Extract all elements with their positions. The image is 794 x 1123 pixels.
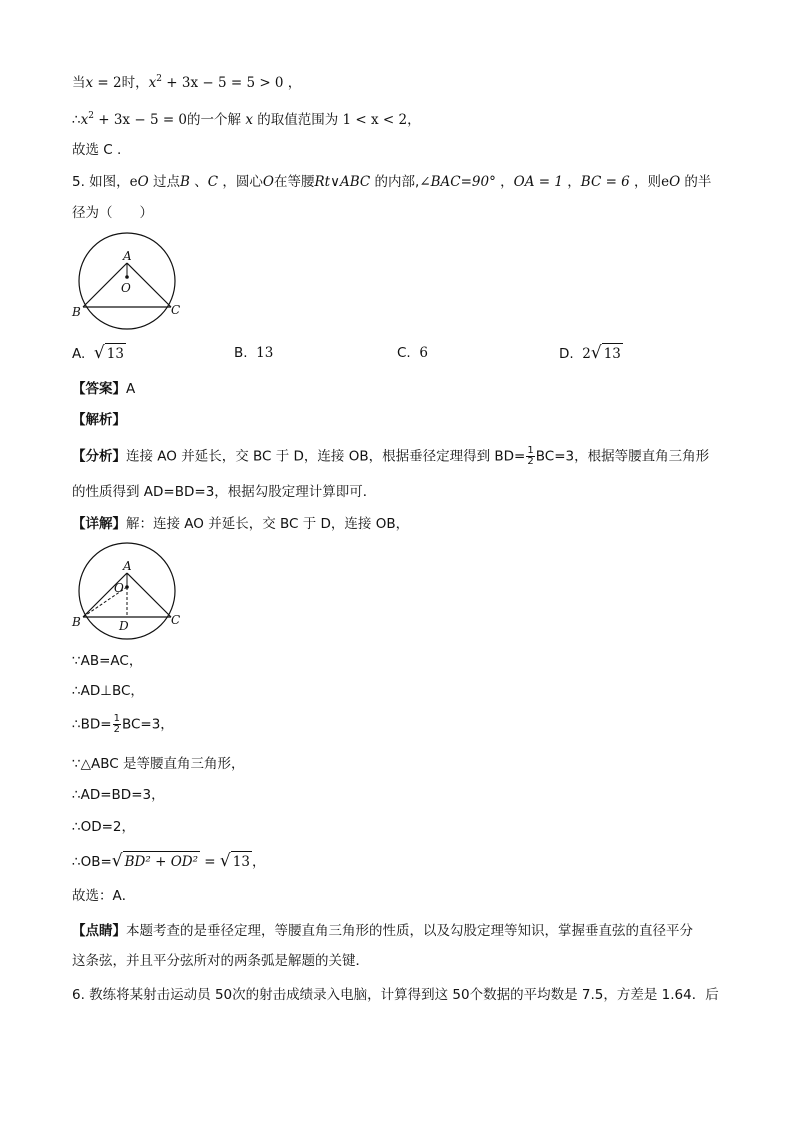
fenxi-tag: 【分析】: [72, 448, 126, 465]
line-when-x-2: [72, 73, 301, 93]
analysis-tag: 【解析】: [72, 412, 126, 428]
step-4: ∵△ABC 是等腰直角三角形，: [72, 756, 245, 772]
answer-tag: 【答案】: [72, 381, 126, 397]
label-c: C: [171, 303, 181, 317]
figure-circle-triangle: [70, 230, 186, 334]
text: 连接 AO 并延长，交 BC 于 D，连接 OB，根据垂径定理得到 BD=: [126, 448, 526, 465]
label-d: D: [119, 619, 129, 633]
point-o: [125, 275, 129, 279]
step-5: ∴AD=BD=3，: [72, 787, 165, 803]
dianjing-line1: [72, 921, 693, 941]
segment-ac: [127, 573, 171, 617]
text: 的一个解: [187, 112, 246, 128]
line-solution-range: [72, 110, 421, 130]
label-a: A: [123, 559, 132, 573]
option-c[interactable]: [397, 343, 428, 363]
step-6: ∴OD=2，: [72, 819, 136, 835]
text: BC=3，: [121, 716, 174, 733]
step-8: 故选：A．: [72, 888, 136, 904]
option-label: D.: [559, 346, 574, 362]
fenxi-line1: [72, 446, 709, 467]
var: B: [180, 174, 190, 190]
exponent: 2: [156, 74, 162, 84]
text: + 3x − 5 = 5 > 0 ，: [161, 75, 302, 91]
segment-ac: [127, 263, 171, 307]
step-3: [72, 714, 174, 735]
oa-value: OA = 1: [513, 174, 563, 190]
var: ABC: [339, 174, 371, 190]
var: O: [262, 174, 274, 190]
point-o: [125, 585, 129, 589]
text: + 3x − 5 = 0: [93, 112, 188, 128]
text: 的半: [680, 174, 712, 190]
xiangjie-line: [72, 514, 409, 534]
label-c: C: [171, 613, 181, 627]
option-a[interactable]: [72, 343, 126, 364]
option-b[interactable]: [234, 343, 273, 363]
text: ，: [407, 112, 421, 128]
text: 的取值范围为: [252, 112, 343, 128]
text: ，: [562, 174, 581, 190]
text: = 2时，: [93, 75, 149, 91]
option-value: 13: [105, 343, 126, 364]
segment-ab: [83, 573, 127, 617]
label-b: B: [72, 615, 81, 629]
range: 1 < x < 2: [342, 112, 408, 128]
text: ，圆心: [218, 174, 263, 190]
fraction: $\frac{1}{2}$: [113, 713, 120, 735]
option-label: A.: [72, 346, 86, 362]
text: 解：连接 AO 并延长，交 BC 于 D，连接 OB，: [126, 516, 410, 532]
therefore-symbol: ∴: [72, 112, 81, 128]
question-6-stem: 6. 教练将某射击运动员 50次的射击成绩录入电脑，计算得到这 50个数据的平均数是 7.5，方差是 1.64．后: [72, 987, 719, 1003]
circle-symbol: e: [129, 174, 138, 190]
var: C: [207, 174, 219, 190]
option-label: B.: [234, 345, 248, 361]
var-x: x: [148, 75, 157, 91]
triangle-symbol: ∨: [330, 174, 340, 190]
sqrt-icon: √: [93, 343, 105, 363]
sqrt-icon: √: [219, 851, 231, 871]
dianjing-line2: 这条弦，并且平分弦所对的两条弧是解题的关键．: [72, 953, 369, 969]
answer-line: [72, 379, 135, 399]
text: 当: [72, 75, 86, 91]
var: O: [669, 174, 681, 190]
text: BC=3，根据等腰直角三角形: [535, 448, 710, 465]
var-x: x: [245, 112, 253, 128]
option-value: 6: [419, 345, 428, 361]
var-x: x: [80, 112, 89, 128]
option-d[interactable]: [559, 343, 623, 364]
label-b: B: [72, 305, 81, 319]
label-o: O: [121, 281, 131, 295]
text: ，则: [629, 174, 662, 190]
option-value: 13: [256, 345, 274, 361]
text: ，: [495, 174, 514, 190]
radicand: BD² + OD²: [123, 851, 200, 872]
label-o: O: [114, 581, 124, 595]
exponent: 2: [88, 111, 94, 121]
text: =: [200, 854, 220, 870]
text: ，: [251, 854, 266, 870]
text: ∴OB=: [72, 854, 112, 870]
xiangjie-tag: 【详解】: [72, 516, 126, 532]
angle: ∠BAC=90°: [419, 174, 496, 190]
option-value: 13: [602, 343, 623, 364]
fenxi-line2: 的性质得到 AD=BD=3，根据勾股定理计算即可．: [72, 484, 377, 500]
option-coef: 2: [582, 346, 591, 362]
text: 5. 如图，: [72, 174, 130, 190]
label-a: A: [123, 249, 132, 263]
step-7: [72, 851, 265, 872]
sqrt-icon: √: [590, 343, 602, 363]
figure-circle-triangle-detail: [70, 540, 186, 644]
answer-value: A: [126, 381, 136, 397]
text: 在等腰: [273, 174, 315, 190]
step-1: ∵AB=AC，: [72, 653, 143, 669]
dianjing-tag: 【点睛】: [72, 923, 126, 939]
question-5-stem-line2: 径为（ ）: [72, 205, 153, 221]
var-x: x: [85, 75, 94, 91]
result: 13: [231, 851, 252, 872]
text: 的内部,: [370, 174, 420, 190]
option-label: C.: [397, 345, 411, 361]
var: Rt: [314, 174, 331, 190]
bc-value: BC = 6: [580, 174, 630, 190]
var: O: [137, 174, 149, 190]
line-choose-c: 故选 C .: [72, 142, 122, 158]
text: 、: [189, 174, 208, 190]
question-5-stem: [72, 172, 711, 192]
text: 过点: [148, 174, 181, 190]
text: ∴BD=: [72, 716, 112, 733]
step-2: ∴AD⊥BC，: [72, 683, 144, 699]
sqrt-icon: √: [111, 851, 123, 871]
circle-symbol: e: [661, 174, 670, 190]
fraction: $\frac{1}{2}$: [527, 445, 534, 467]
text: 本题考查的是垂径定理，等腰直角三角形的性质，以及勾股定理等知识，掌握垂直弦的直径平分: [126, 923, 693, 939]
